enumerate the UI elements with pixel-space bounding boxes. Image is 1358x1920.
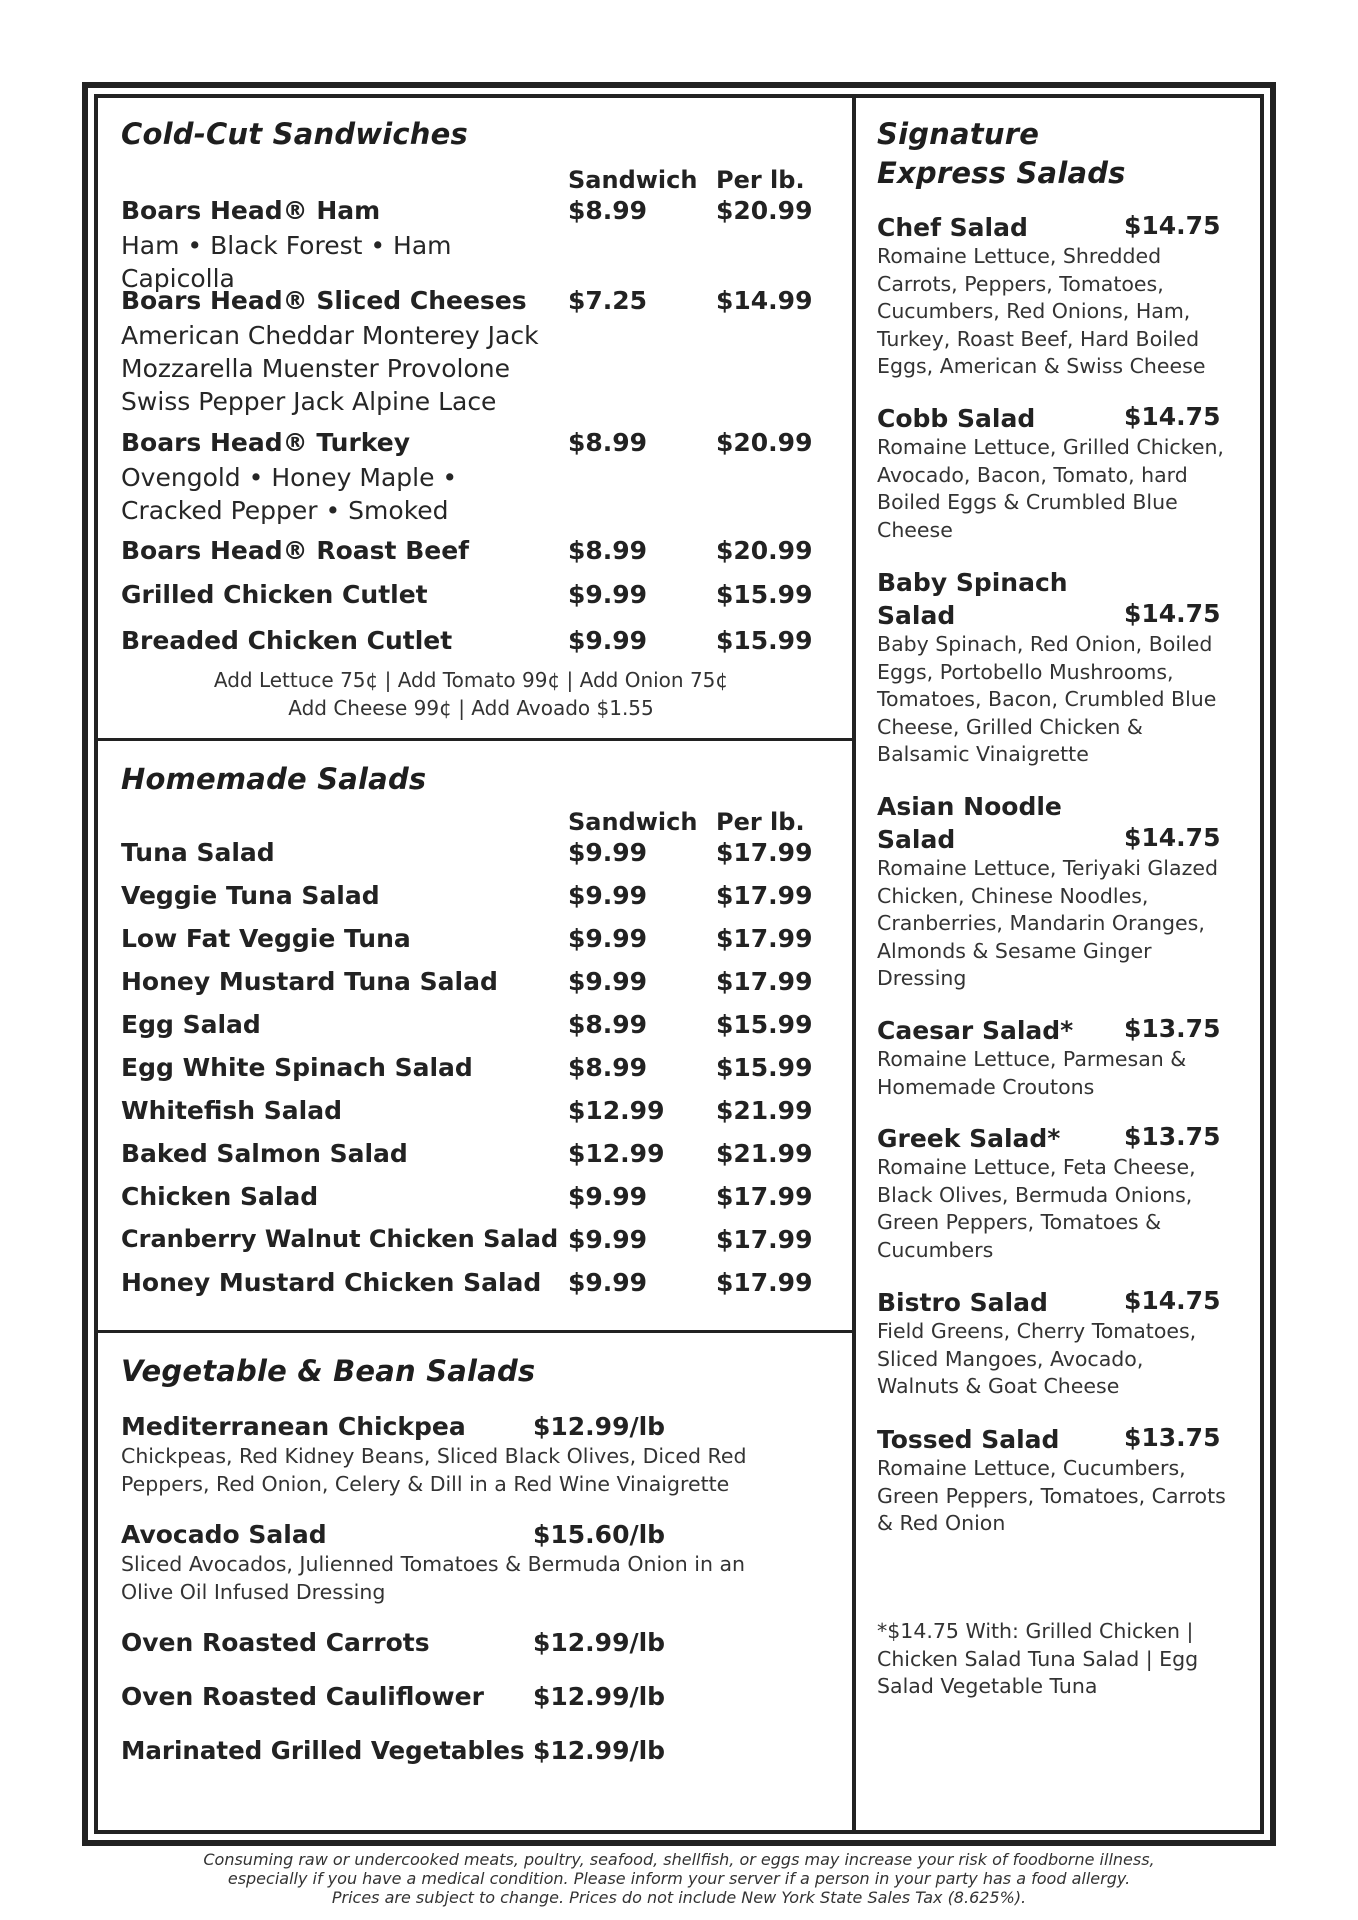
salad-name: Baby Spinach Salad (877, 568, 1068, 630)
menu-item (121, 924, 821, 958)
salad-price: $13.75 (1124, 1122, 1221, 1151)
veg-bean-title: Vegetable & Bean Salads (121, 1354, 536, 1388)
salad-description: Baby Spinach, Red Onion, Boiled Eggs, Portobello Mushrooms, Tomatoes, Bacon, Crumbled Blue Cheese, Grilled Chicken & Balsamic Vinaigrette (877, 632, 1217, 766)
menu-item (121, 286, 821, 320)
menu-item (121, 1096, 821, 1130)
per-lb-price: $17.99 (716, 924, 813, 953)
sandwich-price: $9.99 (568, 1225, 648, 1254)
item-description: Ham • Black Forest • Ham Capicolla (121, 231, 452, 293)
menu-item (121, 967, 821, 1001)
menu-item (121, 1053, 821, 1087)
menu-item (121, 1268, 821, 1302)
item-name: Oven Roasted Cauliflower (121, 1682, 484, 1711)
item-name: Mediterranean Chickpea (121, 1412, 466, 1441)
column-divider (852, 96, 856, 1832)
item-name: Grilled Chicken Cutlet (121, 580, 428, 609)
salad-price: $14.75 (1124, 1286, 1221, 1315)
sandwich-price: $8.99 (568, 428, 648, 457)
item-name: Honey Mustard Chicken Salad (121, 1268, 542, 1297)
sandwich-price: $9.99 (568, 838, 648, 867)
signature-title-line-1: Signature (877, 117, 1040, 151)
menu-item (121, 1225, 821, 1259)
menu-item (121, 626, 821, 660)
homemade-title: Homemade Salads (121, 762, 427, 796)
item-name: Avocado Salad (121, 1520, 327, 1549)
per-lb-price: $21.99 (716, 1139, 813, 1168)
salad-name: Cobb Salad (877, 404, 1036, 433)
per-lb-price: $14.99 (716, 286, 813, 315)
item-name: Honey Mustard Tuna Salad (121, 967, 498, 996)
salad-description: Field Greens, Cherry Tomatoes, Sliced Mangoes, Avocado, Walnuts & Goat Cheese (877, 1319, 1197, 1398)
salad-name: Greek Salad* (877, 1124, 1061, 1153)
salad-price: $14.75 (1124, 599, 1221, 628)
addons-line-1: Add Lettuce 75¢ | Add Tomato 99¢ | Add Onion 75¢ (213, 668, 729, 692)
item-description: Chickpeas, Red Kidney Beans, Sliced Black Olives, Diced Red Peppers, Red Onion, Celery & Dill in a Red Wine Vinaigrette (121, 1444, 747, 1496)
sandwich-price: $9.99 (568, 1182, 648, 1211)
item-name: Boars Head® Sliced Cheeses (121, 286, 527, 315)
item-name: Egg Salad (121, 1010, 261, 1039)
per-lb-price: $20.99 (716, 428, 813, 457)
sandwich-price: $8.99 (568, 536, 648, 565)
per-lb-price: $21.99 (716, 1096, 813, 1125)
item-price: $12.99/lb (533, 1628, 666, 1657)
item-name: Tuna Salad (121, 838, 275, 867)
item-price: $12.99/lb (533, 1682, 666, 1711)
salad-price: $13.75 (1124, 1014, 1221, 1043)
item-name: Marinated Grilled Vegetables (121, 1736, 525, 1765)
sandwich-price: $9.99 (568, 967, 648, 996)
item-price: $12.99/lb (533, 1736, 666, 1765)
item-name: Oven Roasted Carrots (121, 1628, 430, 1657)
disclaimer (100, 1850, 1258, 1907)
salad-name: Chef Salad (877, 213, 1028, 242)
sandwich-price: $9.99 (568, 924, 648, 953)
salad-description: Romaine Lettuce, Feta Cheese, Black Olives, Bermuda Onions, Green Peppers, Tomatoes & Cucumbers (877, 1155, 1196, 1262)
per-lb-price: $15.99 (716, 626, 813, 655)
sandwich-price: $9.99 (568, 881, 648, 910)
section-divider-2 (96, 1330, 854, 1333)
salad-name: Caesar Salad* (877, 1016, 1074, 1045)
item-description: American Cheddar Monterey Jack Mozzarella Muenster Provolone Swiss Pepper Jack Alpine Lace (121, 321, 539, 416)
item-name: Cranberry Walnut Chicken Salad (121, 1225, 559, 1253)
sandwich-price: $8.99 (568, 196, 648, 225)
sandwich-price: $8.99 (568, 1053, 648, 1082)
per-lb-price: $17.99 (716, 881, 813, 910)
sandwich-price: $12.99 (568, 1096, 665, 1125)
menu-item (121, 1010, 821, 1044)
per-lb-price: $17.99 (716, 1268, 813, 1297)
section-divider-1 (96, 738, 854, 741)
per-lb-price: $17.99 (716, 967, 813, 996)
item-name: Boars Head® Ham (121, 196, 381, 225)
cold-cut-title: Cold-Cut Sandwiches (121, 117, 468, 151)
per-lb-price: $20.99 (716, 196, 813, 225)
per-lb-price: $15.99 (716, 1053, 813, 1082)
salad-price: $14.75 (1124, 823, 1221, 852)
item-price: $15.60/lb (533, 1520, 666, 1549)
disclaimer-line-1: Consuming raw or undercooked meats, poultry, seafood, shellfish, or eggs may increase your risk of foodborne illness, (203, 1850, 1155, 1869)
sandwich-price: $12.99 (568, 1139, 665, 1168)
disclaimer-line-3: Prices are subject to change. Prices do not include New York State Sales Tax (8.625%). (331, 1888, 1027, 1907)
menu-item (121, 838, 821, 872)
item-name: Boars Head® Roast Beef (121, 536, 470, 565)
per-lb-price: $15.99 (716, 580, 813, 609)
salad-description: Romaine Lettuce, Parmesan & Homemade Croutons (877, 1047, 1187, 1099)
salad-description: Romaine Lettuce, Shredded Carrots, Peppers, Tomatoes, Cucumbers, Red Onions, Ham, Turkey, Roast Beef, Hard Boiled Eggs, American & Swiss Cheese (877, 244, 1206, 378)
item-price: $12.99/lb (533, 1412, 666, 1441)
sandwich-price: $7.25 (568, 286, 648, 315)
salad-price: $14.75 (1124, 211, 1221, 240)
sandwich-price: $9.99 (568, 580, 648, 609)
menu-item (121, 196, 821, 230)
item-name: Whitefish Salad (121, 1096, 342, 1125)
salad-name: Bistro Salad (877, 1288, 1048, 1317)
salad-name: Asian Noodle Salad (877, 792, 1062, 854)
item-description: Sliced Avocados, Julienned Tomatoes & Bermuda Onion in an Olive Oil Infused Dressing (121, 1552, 746, 1604)
menu-item (121, 580, 821, 614)
item-name: Breaded Chicken Cutlet (121, 626, 453, 655)
cold-cut-col-sandwich: Sandwich (568, 166, 698, 194)
item-name: Chicken Salad (121, 1182, 319, 1211)
salad-price: $14.75 (1124, 402, 1221, 431)
sandwich-price: $9.99 (568, 626, 648, 655)
per-lb-price: $17.99 (716, 1182, 813, 1211)
salad-price: $13.75 (1124, 1423, 1221, 1452)
item-name: Baked Salmon Salad (121, 1139, 408, 1168)
per-lb-price: $15.99 (716, 1010, 813, 1039)
per-lb-price: $17.99 (716, 838, 813, 867)
sandwich-price: $9.99 (568, 1268, 648, 1297)
salad-description: Romaine Lettuce, Grilled Chicken, Avocado, Bacon, Tomato, hard Boiled Eggs & Crumbled Blue Cheese (877, 435, 1224, 542)
cold-cut-col-per-lb: Per lb. (716, 166, 805, 194)
menu-item (121, 428, 821, 462)
salad-name: Tossed Salad (877, 1425, 1060, 1454)
menu-item (121, 881, 821, 915)
item-name: Veggie Tuna Salad (121, 881, 380, 910)
salad-description: Romaine Lettuce, Teriyaki Glazed Chicken, Chinese Noodles, Cranberries, Mandarin Oranges, Almonds & Sesame Ginger Dressing (877, 856, 1218, 990)
item-description: Ovengold • Honey Maple • Cracked Pepper • Smoked (121, 463, 458, 525)
per-lb-price: $20.99 (716, 536, 813, 565)
item-name: Egg White Spinach Salad (121, 1053, 473, 1082)
homemade-col-sandwich: Sandwich (568, 808, 698, 836)
addons-line-2: Add Cheese 99¢ | Add Avoado $1.55 (288, 696, 654, 720)
menu-item (121, 1182, 821, 1216)
salad-description: Romaine Lettuce, Cucumbers, Green Peppers, Tomatoes, Carrots & Red Onion (877, 1456, 1226, 1535)
menu-item (121, 1139, 821, 1173)
signature-title-line-2: Express Salads (877, 156, 1126, 190)
disclaimer-line-2: especially if you have a medical condition. Please inform your server if a person in your party has a food allergy. (227, 1869, 1131, 1888)
menu-item (121, 536, 821, 570)
item-name: Low Fat Veggie Tuna (121, 924, 411, 953)
sandwich-price: $8.99 (568, 1010, 648, 1039)
signature-footnote: *$14.75 With: Grilled Chicken | Chicken Salad Tuna Salad | Egg Salad Vegetable Tuna (877, 1619, 1199, 1698)
homemade-col-per-lb: Per lb. (716, 808, 805, 836)
per-lb-price: $17.99 (716, 1225, 813, 1254)
item-name: Boars Head® Turkey (121, 428, 411, 457)
